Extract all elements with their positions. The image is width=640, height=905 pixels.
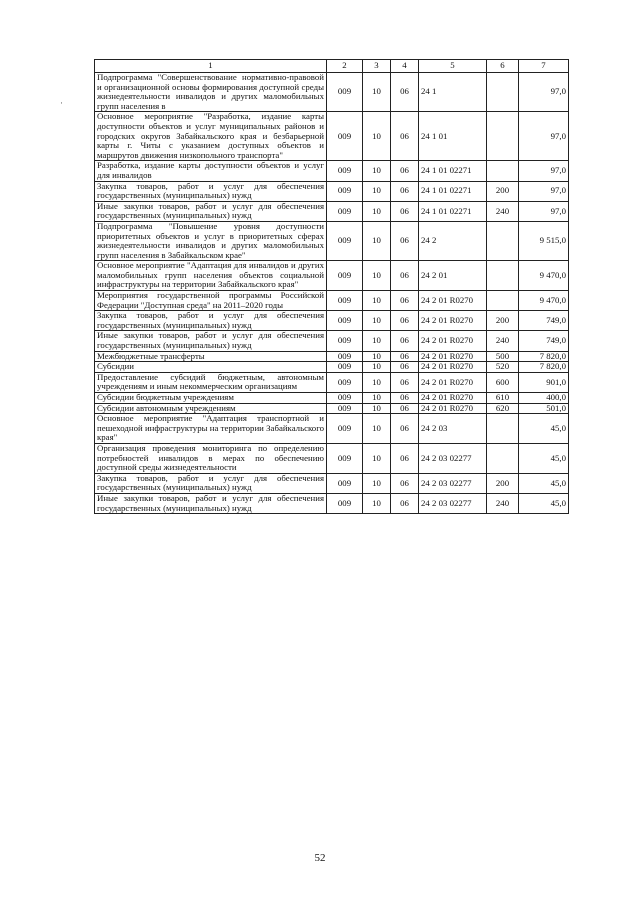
table-row xyxy=(95,331,569,351)
subsection-cell: 06 xyxy=(391,201,419,221)
admin-code-cell: 009 xyxy=(327,331,363,351)
section-cell: 10 xyxy=(363,201,391,221)
amount-cell: 749,0 xyxy=(519,331,569,351)
header-cell: 1 xyxy=(95,60,327,73)
row-name-cell: Межбюджетные трансферты xyxy=(95,351,327,362)
target-article-cell: 24 2 03 02277 xyxy=(419,493,487,513)
subsection-cell: 06 xyxy=(391,291,419,311)
amount-cell: 501,0 xyxy=(519,403,569,414)
table-row xyxy=(95,181,569,201)
row-name-cell: Субсидии бюджетным учреждениям xyxy=(95,393,327,404)
amount-cell: 7 820,0 xyxy=(519,362,569,373)
amount-cell: 45,0 xyxy=(519,414,569,444)
admin-code-cell: 009 xyxy=(327,351,363,362)
table-row xyxy=(95,73,569,112)
expense-type-cell xyxy=(487,73,519,112)
section-cell: 10 xyxy=(363,112,391,161)
subsection-cell: 06 xyxy=(391,221,419,260)
target-article-cell: 24 2 03 02277 xyxy=(419,473,487,493)
admin-code-cell: 009 xyxy=(327,181,363,201)
target-article-cell: 24 2 01 R0270 xyxy=(419,393,487,404)
admin-code-cell: 009 xyxy=(327,393,363,404)
section-cell: 10 xyxy=(363,351,391,362)
header-cell: 6 xyxy=(487,60,519,73)
expense-type-cell: 620 xyxy=(487,403,519,414)
section-cell: 10 xyxy=(363,261,391,291)
row-name-cell: Основное мероприятие "Адаптация транспортной и пешеходной инфраструктуры на территории Забайкальского края" xyxy=(95,414,327,444)
expense-type-cell: 200 xyxy=(487,311,519,331)
target-article-cell: 24 2 01 xyxy=(419,261,487,291)
admin-code-cell: 009 xyxy=(327,362,363,373)
amount-cell: 97,0 xyxy=(519,181,569,201)
expense-type-cell xyxy=(487,443,519,473)
section-cell: 10 xyxy=(363,403,391,414)
row-name-cell: Субсидии xyxy=(95,362,327,373)
expense-type-cell xyxy=(487,414,519,444)
row-name-cell: Разработка, издание карты доступности объектов и услуг для инвалидов xyxy=(95,161,327,181)
section-cell: 10 xyxy=(363,414,391,444)
target-article-cell: 24 2 01 R0270 xyxy=(419,331,487,351)
subsection-cell: 06 xyxy=(391,443,419,473)
subsection-cell: 06 xyxy=(391,181,419,201)
subsection-cell: 06 xyxy=(391,362,419,373)
admin-code-cell: 009 xyxy=(327,261,363,291)
expense-type-cell xyxy=(487,161,519,181)
row-name-cell: Закупка товаров, работ и услуг для обеспечения государственных (муниципальных) нужд xyxy=(95,311,327,331)
admin-code-cell: 009 xyxy=(327,311,363,331)
table-row xyxy=(95,403,569,414)
subsection-cell: 06 xyxy=(391,161,419,181)
budget-table xyxy=(94,59,569,514)
amount-cell: 97,0 xyxy=(519,201,569,221)
expense-type-cell: 200 xyxy=(487,181,519,201)
table-row xyxy=(95,414,569,444)
target-article-cell: 24 2 03 xyxy=(419,414,487,444)
section-cell: 10 xyxy=(363,443,391,473)
admin-code-cell: 009 xyxy=(327,291,363,311)
table-row xyxy=(95,221,569,260)
section-cell: 10 xyxy=(363,331,391,351)
subsection-cell: 06 xyxy=(391,403,419,414)
amount-cell: 45,0 xyxy=(519,473,569,493)
amount-cell: 7 820,0 xyxy=(519,351,569,362)
row-name-cell: Закупка товаров, работ и услуг для обеспечения государственных (муниципальных) нужд xyxy=(95,473,327,493)
header-cell: 3 xyxy=(363,60,391,73)
table-row xyxy=(95,443,569,473)
admin-code-cell: 009 xyxy=(327,112,363,161)
target-article-cell: 24 2 01 R0270 xyxy=(419,403,487,414)
admin-code-cell: 009 xyxy=(327,201,363,221)
target-article-cell: 24 2 03 02277 xyxy=(419,443,487,473)
amount-cell: 901,0 xyxy=(519,372,569,392)
expense-type-cell: 240 xyxy=(487,493,519,513)
amount-cell: 749,0 xyxy=(519,311,569,331)
subsection-cell: 06 xyxy=(391,493,419,513)
section-cell: 10 xyxy=(363,362,391,373)
target-article-cell: 24 1 01 02271 xyxy=(419,161,487,181)
row-name-cell: Иные закупки товаров, работ и услуг для обеспечения государственных (муниципальных) нужд xyxy=(95,493,327,513)
row-name-cell: Организация проведения мониторинга по определению потребностей инвалидов в мерах по обеспечению доступной среды жизнедеятельности xyxy=(95,443,327,473)
target-article-cell: 24 2 01 R0270 xyxy=(419,372,487,392)
amount-cell: 45,0 xyxy=(519,493,569,513)
subsection-cell: 06 xyxy=(391,112,419,161)
header-cell: 4 xyxy=(391,60,419,73)
expense-type-cell xyxy=(487,291,519,311)
row-name-cell: Основное мероприятие "Разработка, издание карты доступности объектов и услуг муниципальных районов и городских округов Забайкальского края и безбарьерной карты г. Читы с указанием доступных объектов и маршрутов движения низкопольного транспорта" xyxy=(95,112,327,161)
row-name-cell: Подпрограмма "Совершенствование нормативно-правовой и организационной основы формирования доступной среды жизнедеятельности инвалидов и других маломобильных групп населения в xyxy=(95,73,327,112)
row-name-cell: Предоставление субсидий бюджетным, автономным учреждениям и иным некоммерческим организациям xyxy=(95,372,327,392)
row-name-cell: Субсидии автономным учреждениям xyxy=(95,403,327,414)
row-name-cell: Подпрограмма "Повышение уровня доступности приоритетных объектов и услуг в приоритетных сферах жизнедеятельности инвалидов и других маломобильных групп населения в Забайкальском крае" xyxy=(95,221,327,260)
target-article-cell: 24 1 01 02271 xyxy=(419,201,487,221)
expense-type-cell: 500 xyxy=(487,351,519,362)
subsection-cell: 06 xyxy=(391,393,419,404)
subsection-cell: 06 xyxy=(391,473,419,493)
row-name-cell: Иные закупки товаров, работ и услуг для обеспечения государственных (муниципальных) нужд xyxy=(95,201,327,221)
section-cell: 10 xyxy=(363,161,391,181)
table-row xyxy=(95,372,569,392)
admin-code-cell: 009 xyxy=(327,414,363,444)
table-row xyxy=(95,201,569,221)
section-cell: 10 xyxy=(363,372,391,392)
table-row xyxy=(95,112,569,161)
expense-type-cell xyxy=(487,221,519,260)
target-article-cell: 24 1 01 02271 xyxy=(419,181,487,201)
expense-type-cell xyxy=(487,261,519,291)
table-row xyxy=(95,311,569,331)
subsection-cell: 06 xyxy=(391,331,419,351)
admin-code-cell: 009 xyxy=(327,403,363,414)
expense-type-cell: 200 xyxy=(487,473,519,493)
amount-cell: 400,0 xyxy=(519,393,569,404)
table-row xyxy=(95,473,569,493)
admin-code-cell: 009 xyxy=(327,372,363,392)
row-name-cell: Закупка товаров, работ и услуг для обеспечения государственных (муниципальных) нужд xyxy=(95,181,327,201)
section-cell: 10 xyxy=(363,311,391,331)
admin-code-cell: 009 xyxy=(327,161,363,181)
expense-type-cell: 240 xyxy=(487,331,519,351)
header-cell: 7 xyxy=(519,60,569,73)
amount-cell: 9 470,0 xyxy=(519,261,569,291)
table-row xyxy=(95,261,569,291)
subsection-cell: 06 xyxy=(391,372,419,392)
table-row xyxy=(95,291,569,311)
table-row xyxy=(95,493,569,513)
subsection-cell: 06 xyxy=(391,311,419,331)
header-cell: 2 xyxy=(327,60,363,73)
amount-cell: 97,0 xyxy=(519,73,569,112)
section-cell: 10 xyxy=(363,493,391,513)
amount-cell: 9 515,0 xyxy=(519,221,569,260)
admin-code-cell: 009 xyxy=(327,493,363,513)
admin-code-cell: 009 xyxy=(327,221,363,260)
section-cell: 10 xyxy=(363,393,391,404)
page-number: 52 xyxy=(314,852,326,864)
amount-cell: 45,0 xyxy=(519,443,569,473)
section-cell: 10 xyxy=(363,181,391,201)
admin-code-cell: 009 xyxy=(327,443,363,473)
section-cell: 10 xyxy=(363,221,391,260)
margin-mark: · xyxy=(60,98,63,108)
subsection-cell: 06 xyxy=(391,73,419,112)
target-article-cell: 24 1 xyxy=(419,73,487,112)
table-row xyxy=(95,362,569,373)
target-article-cell: 24 1 01 xyxy=(419,112,487,161)
admin-code-cell: 009 xyxy=(327,73,363,112)
amount-cell: 9 470,0 xyxy=(519,291,569,311)
admin-code-cell: 009 xyxy=(327,473,363,493)
amount-cell: 97,0 xyxy=(519,161,569,181)
target-article-cell: 24 2 xyxy=(419,221,487,260)
table-row xyxy=(95,393,569,404)
section-cell: 10 xyxy=(363,291,391,311)
subsection-cell: 06 xyxy=(391,414,419,444)
expense-type-cell: 240 xyxy=(487,201,519,221)
section-cell: 10 xyxy=(363,473,391,493)
table-row xyxy=(95,161,569,181)
expense-type-cell: 520 xyxy=(487,362,519,373)
table-header-row xyxy=(95,60,569,73)
target-article-cell: 24 2 01 R0270 xyxy=(419,362,487,373)
row-name-cell: Основное мероприятие "Адаптация для инвалидов и других маломобильных групп населения объектов социальной инфраструктуры на территории Забайкальского края" xyxy=(95,261,327,291)
table-row xyxy=(95,351,569,362)
subsection-cell: 06 xyxy=(391,351,419,362)
amount-cell: 97,0 xyxy=(519,112,569,161)
target-article-cell: 24 2 01 R0270 xyxy=(419,351,487,362)
header-cell: 5 xyxy=(419,60,487,73)
row-name-cell: Мероприятия государственной программы Российской Федерации "Доступная среда" на 2011–2020 годы xyxy=(95,291,327,311)
expense-type-cell xyxy=(487,112,519,161)
expense-type-cell: 610 xyxy=(487,393,519,404)
section-cell: 10 xyxy=(363,73,391,112)
subsection-cell: 06 xyxy=(391,261,419,291)
row-name-cell: Иные закупки товаров, работ и услуг для обеспечения государственных (муниципальных) нужд xyxy=(95,331,327,351)
target-article-cell: 24 2 01 R0270 xyxy=(419,311,487,331)
target-article-cell: 24 2 01 R0270 xyxy=(419,291,487,311)
expense-type-cell: 600 xyxy=(487,372,519,392)
